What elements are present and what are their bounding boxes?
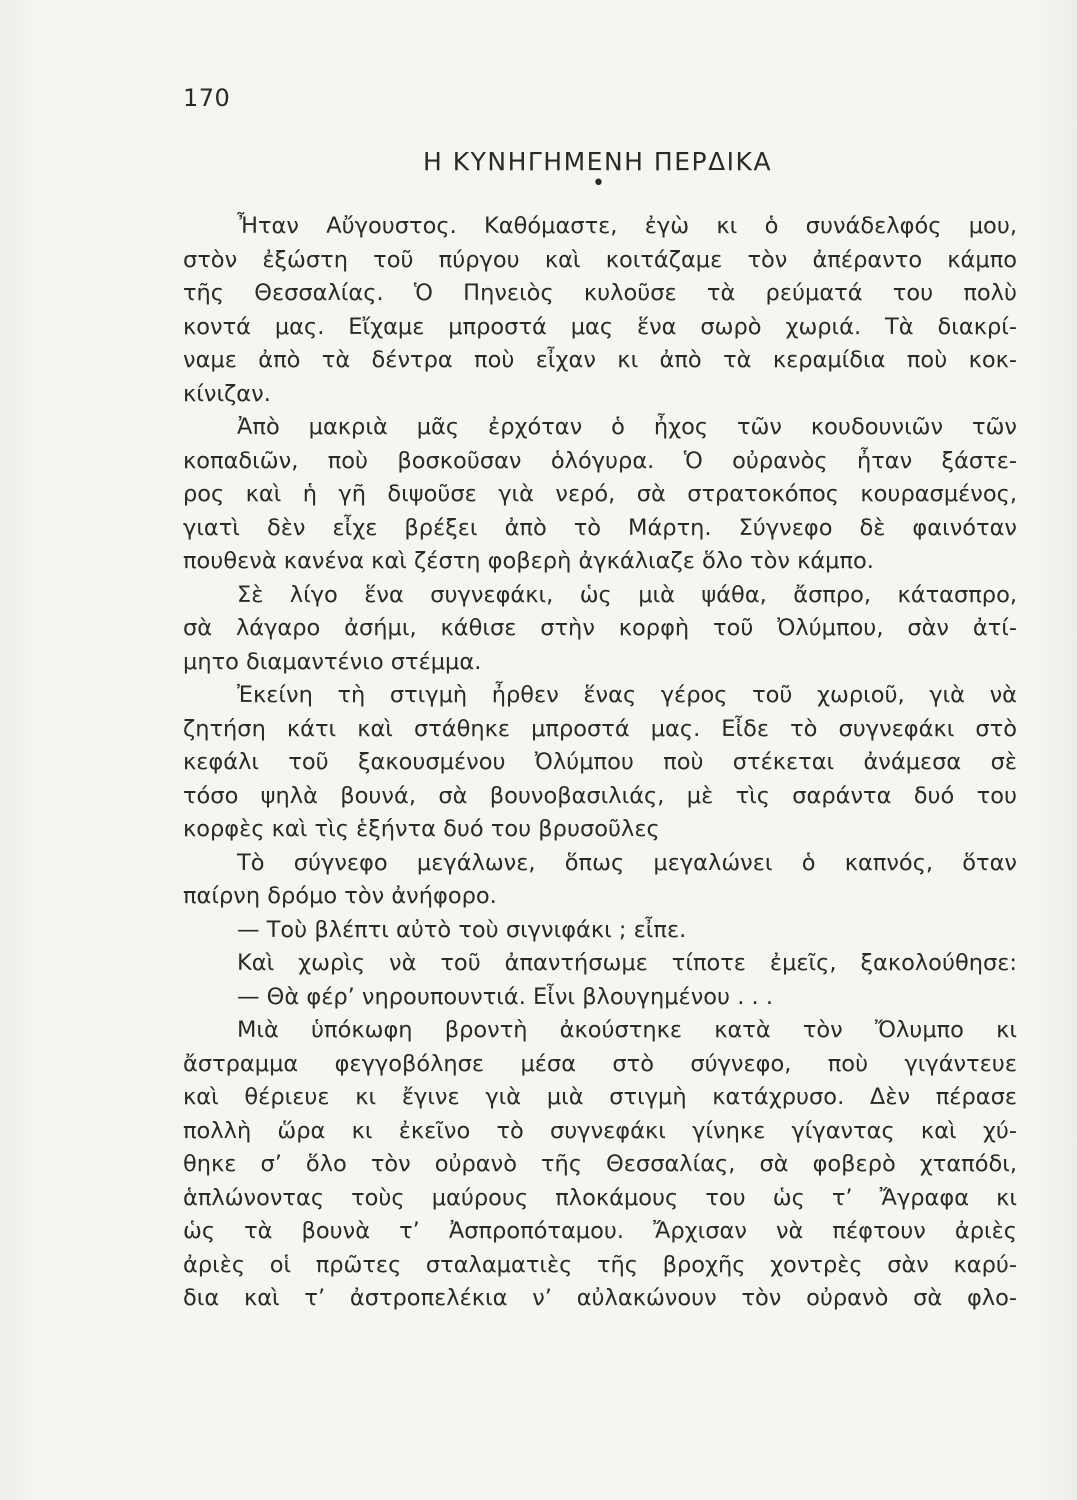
text-line: Ἦταν Αὔγουστος. Καθόμαστε, ἐγὼ κι ὁ συνάδελφός μου, <box>237 213 1017 239</box>
text-line: θηκε σ’ ὅλο τὸν οὐρανὸ τῆς Θεσσαλίας, σὰ φοβερὸ χταπόδι, <box>183 1151 1017 1177</box>
text-line: πουθενὰ κανένα καὶ ζέστη φοβερὴ ἀγκάλιαζε ὅλο τὸν κάμπο. <box>183 548 874 574</box>
text-line: κορφὲς καὶ τὶς ἑξήντα δυό του βρυσοῦλες <box>183 816 660 842</box>
text-line: κεφάλι τοῦ ξακουσμένου Ὀλύμπου ποὺ στέκεται ἀνάμεσα σὲ <box>183 749 1017 775</box>
text-line: Μιὰ ὑπόκωφη βροντὴ ἀκούστηκε κατὰ τὸν Ὄλυμπο κι <box>237 1017 1017 1043</box>
text-line: πολλὴ ὥρα κι ἐκεῖνο τὸ συγνεφάκι γίνηκε γίγαντας καὶ χύ- <box>183 1117 1017 1144</box>
text-line: — Θὰ φέρ’ νηρουπουντιά. Εἶνι βλουγημένου . . . <box>237 983 773 1010</box>
text-line: ὡς τὰ βουνὰ τ’ Ἀσπροπόταμου. Ἄρχισαν νὰ πέφτουν ἀριὲς <box>183 1218 1017 1244</box>
text-line: γιατὶ δὲν εἶχε βρέξει ἀπὸ τὸ Μάρτη. Σύγνεφο δὲ φαινόταν <box>183 514 1017 541</box>
text-line: ρος καὶ ἡ γῆ διψοῦσε γιὰ νερό, σὰ στρατοκόπος κουρασμένος, <box>183 481 1017 507</box>
text-line: σὰ λάγαρο ἀσήμι, κάθισε στὴν κορφὴ τοῦ Ὀλύμπου, σὰν ἀτί- <box>183 615 1017 641</box>
text-line: δια καὶ τ’ ἀστροπελέκια ν’ αὐλακώνουν τὸν οὐρανὸ σὰ φλο- <box>183 1285 1017 1311</box>
text-line: κοπαδιῶν, ποὺ βοσκοῦσαν ὁλόγυρα. Ὁ οὐρανὸς ἦταν ξάστε- <box>183 447 1017 474</box>
text-line: τόσο ψηλὰ βουνά, σὰ βουνοβασιλιάς, μὲ τὶς σαράντα δυό του <box>183 782 1017 809</box>
chapter-title: Η ΚΥΝΗΓΗΜΕΝΗ ΠΕΡΔΙΚΑ <box>422 147 773 176</box>
text-line: κοντά μας. Εἴχαμε μπροστά μας ἕνα σωρὸ χωριά. Τὰ διακρί- <box>183 313 1017 340</box>
text-line: Τὸ σύγνεφο μεγάλωνε, ὅπως μεγαλώνει ὁ καπνός, ὅταν <box>237 849 1017 876</box>
page-number: 170 <box>183 84 231 112</box>
title-ornament: • <box>592 171 605 196</box>
text-line: Σὲ λίγο ἕνα συγνεφάκι, ὡς μιὰ ψάθα, ἄσπρο, κάτασπρο, <box>237 581 1017 608</box>
text-line: Ἀπὸ μακριὰ μᾶς ἐρχόταν ὁ ἦχος τῶν κουδουνιῶν τῶν <box>237 414 1017 440</box>
text-line: ἁπλώνοντας τοὺς μαύρους πλοκάμους του ὡς τ’ Ἄγραφα κι <box>183 1184 1017 1211</box>
text-line: ζητήση κάτι καὶ στάθηκε μπροστά μας. Εἶδε τὸ συγνεφάκι στὸ <box>183 715 1017 742</box>
text-line: τῆς Θεσσαλίας. Ὁ Πηνειὸς κυλοῦσε τὰ ρεύματά του πολὺ <box>183 280 1017 306</box>
text-line: ἄστραμμα φεγγοβόλησε μέσα στὸ σύγνεφο, ποὺ γιγάντευε <box>183 1050 1017 1077</box>
text-line: ἀριὲς οἱ πρῶτες σταλαματιὲς τῆς βροχῆς χοντρὲς σὰν καρύ- <box>183 1251 1017 1278</box>
text-line: μητο διαμαντένιο στέμμα. <box>183 648 482 675</box>
text-line: παίρνη δρόμο τὸν ἀνήφορο. <box>183 883 497 909</box>
text-line: Καὶ χωρὶς νὰ τοῦ ἀπαντήσωμε τίποτε ἐμεῖς, ξακολούθησε: <box>237 950 1017 976</box>
text-line: — Τοὺ βλέπτι αὐτὸ τοὺ σιγνιφάκι ; εἶπε. <box>237 916 687 943</box>
text-line: στὸν ἐξώστη τοῦ πύργου καὶ κοιτάζαμε τὸν ἀπέραντο κάμπο <box>183 246 1017 273</box>
text-line: ναμε ἀπὸ τὰ δέντρα ποὺ εἶχαν κι ἀπὸ τὰ κεραμίδια ποὺ κοκ- <box>183 347 1017 373</box>
text-line: Ἐκείνη τὴ στιγμὴ ἦρθεν ἕνας γέρος τοῦ χωριοῦ, γιὰ νὰ <box>237 682 1017 708</box>
body-text <box>183 210 1017 1316</box>
text-line: κίνιζαν. <box>183 380 271 407</box>
text-line: καὶ θέριευε κι ἔγινε γιὰ μιὰ στιγμὴ κατάχρυσο. Δὲν πέρασε <box>183 1084 1017 1110</box>
